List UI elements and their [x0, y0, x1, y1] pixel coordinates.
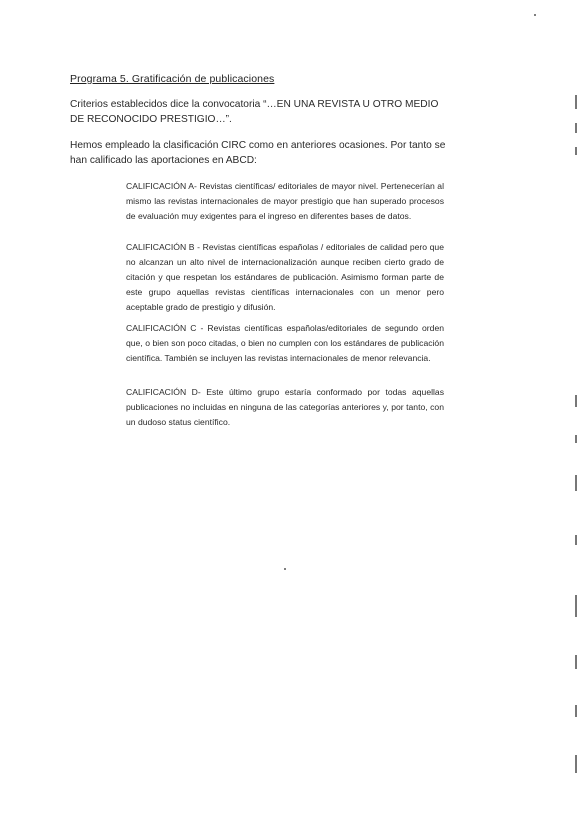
scan-edge-mark	[575, 535, 577, 545]
scan-edge-mark	[575, 395, 577, 407]
scan-edge-mark	[575, 755, 577, 773]
scan-edge-mark	[575, 147, 577, 155]
calificacion-a-paragraph: CALIFICACIÓN A- Revistas científicas/ editoriales de mayor nivel. Pertenecerían al mismo las revistas internacionales de mayor prestigio que han superado procesos de evaluación muy exigentes para el ingreso en diferentes bases de datos.	[126, 181, 444, 221]
scan-edge-mark	[575, 123, 577, 133]
calificacion-c-paragraph: CALIFICACIÓN C - Revistas científicas españolas/editoriales de segundo orden que, o bien son poco citadas, o bien no cumplen con los estándares de publicación científica. También se incluyen las revistas internacionales de menor relevancia.	[126, 323, 444, 363]
calificacion-d-paragraph: CALIFICACIÓN D- Este último grupo estaría conformado por todas aquellas publicaciones no incluidas en ninguna de las categorías anteriores y, por tanto, con un dudoso status científico.	[126, 387, 444, 427]
scan-speck	[284, 568, 286, 570]
scan-edge-mark	[575, 435, 577, 443]
scan-edge-mark	[575, 475, 577, 491]
calificacion-b-paragraph: CALIFICACIÓN B - Revistas científicas españolas / editoriales de calidad pero que no alcanzan un alto nivel de internacionalización aunque reciben cierto grado de citación y que respetan los estándares de publicación. Asimismo forman parte de este grupo aquellas revistas científicas internacionales con un menor pero aceptable grado de prestigio y difusión.	[126, 242, 444, 312]
section-heading: Programa 5. Gratificación de publicaciones	[70, 73, 275, 85]
scan-edge-mark	[575, 95, 577, 109]
scan-edge-marks	[575, 95, 578, 795]
criteria-paragraph: Criterios establecidos dice la convocatoria “…EN UNA REVISTA U OTRO MEDIO DE RECONOCIDO PRESTIGIO…”.	[70, 99, 439, 125]
scan-edge-mark	[575, 595, 577, 617]
classification-paragraph: Hemos empleado la clasificación CIRC como en anteriores ocasiones. Por tanto se han calificado las aportaciones en ABCD:	[70, 140, 446, 166]
scan-edge-mark	[575, 705, 577, 717]
scan-edge-mark	[575, 655, 577, 669]
scan-speck	[534, 14, 536, 16]
